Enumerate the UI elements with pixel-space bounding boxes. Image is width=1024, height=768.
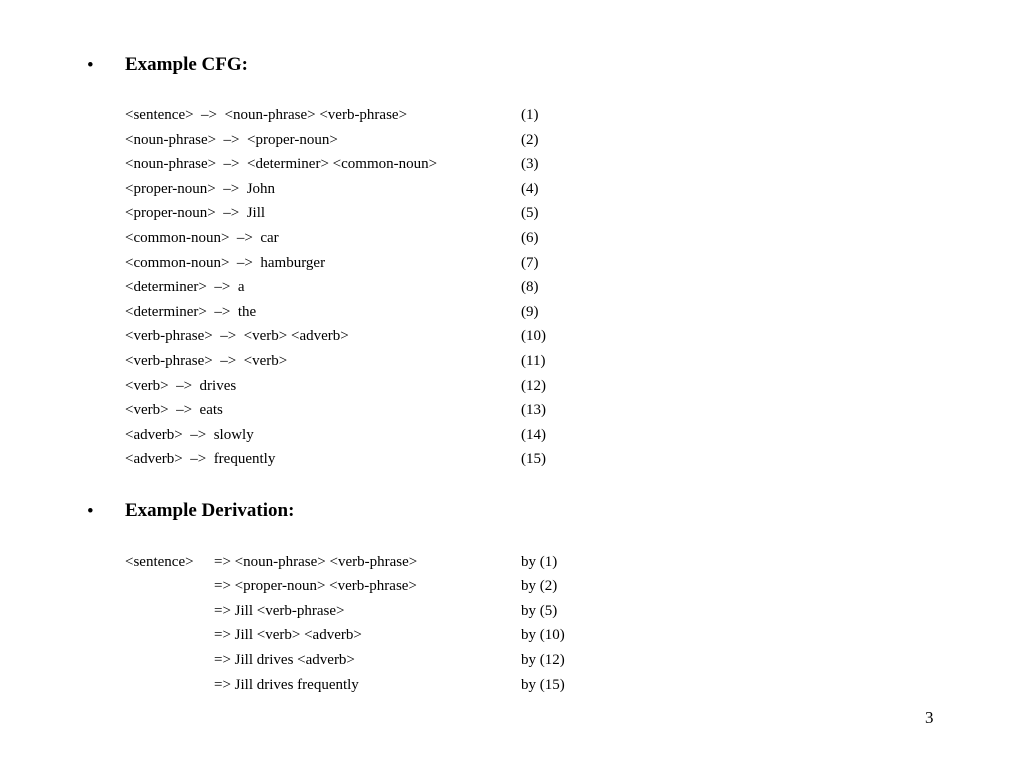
cfg-rule-row: [0, 326, 1024, 346]
cfg-rule-number: (3): [521, 156, 539, 172]
bullet-derivation: •: [87, 501, 94, 522]
cfg-rule-text: <adverb> –> frequently: [125, 451, 276, 467]
cfg-rule-row: [0, 154, 1024, 174]
derivation-step: => <noun-phrase> <verb-phrase>: [214, 554, 418, 570]
cfg-rule-text: <proper-noun> –> Jill: [125, 205, 266, 221]
cfg-rule-number: (8): [521, 279, 539, 295]
cfg-rule-text: <noun-phrase> –> <determiner> <common-noun>: [125, 156, 438, 172]
cfg-rule-text: <verb-phrase> –> <verb>: [125, 353, 288, 369]
cfg-rule-row: [0, 228, 1024, 248]
cfg-rule-row: [0, 203, 1024, 223]
cfg-rule-row: [0, 253, 1024, 273]
derivation-row: [0, 552, 1024, 572]
cfg-rule-text: <common-noun> –> hamburger: [125, 255, 326, 271]
cfg-rule-row: [0, 277, 1024, 297]
cfg-rule-number: (12): [521, 378, 546, 394]
derivation-start-symbol: <sentence>: [125, 554, 194, 570]
heading-example-cfg: Example CFG:: [125, 54, 248, 75]
cfg-rule-number: (14): [521, 427, 546, 443]
cfg-rule-text: <noun-phrase> –> <proper-noun>: [125, 132, 338, 148]
derivation-justification: by (1): [521, 554, 558, 570]
heading-example-derivation: Example Derivation:: [125, 500, 295, 521]
cfg-rule-row: [0, 425, 1024, 445]
derivation-justification: by (2): [521, 578, 558, 594]
cfg-rule-number: (11): [521, 353, 546, 369]
cfg-rule-text: <verb-phrase> –> <verb> <adverb>: [125, 328, 349, 344]
derivation-justification: by (5): [521, 603, 558, 619]
cfg-rule-row: [0, 105, 1024, 125]
derivation-row: [0, 576, 1024, 596]
derivation-justification: by (15): [521, 677, 565, 693]
derivation-step: => Jill <verb-phrase>: [214, 603, 345, 619]
cfg-rule-number: (9): [521, 304, 539, 320]
cfg-rule-number: (13): [521, 402, 546, 418]
cfg-rule-number: (15): [521, 451, 546, 467]
cfg-rule-text: <proper-noun> –> John: [125, 181, 276, 197]
derivation-step: => Jill drives frequently: [214, 677, 359, 693]
cfg-rule-row: [0, 302, 1024, 322]
cfg-rule-text: <determiner> –> a: [125, 279, 245, 295]
derivation-row: [0, 675, 1024, 695]
bullet-cfg: •: [87, 55, 94, 76]
cfg-rule-text: <common-noun> –> car: [125, 230, 279, 246]
cfg-rule-number: (7): [521, 255, 539, 271]
cfg-rule-text: <verb> –> eats: [125, 402, 223, 418]
cfg-rule-number: (4): [521, 181, 539, 197]
cfg-rule-text: <determiner> –> the: [125, 304, 257, 320]
derivation-row: [0, 601, 1024, 621]
derivation-justification: by (10): [521, 627, 565, 643]
derivation-row: [0, 650, 1024, 670]
derivation-step: => Jill drives <adverb>: [214, 652, 355, 668]
cfg-rule-number: (10): [521, 328, 546, 344]
derivation-step: => <proper-noun> <verb-phrase>: [214, 578, 417, 594]
cfg-rule-row: [0, 400, 1024, 420]
derivation-justification: by (12): [521, 652, 565, 668]
page-number: 3: [925, 708, 934, 727]
cfg-rule-row: [0, 130, 1024, 150]
cfg-rule-row: [0, 351, 1024, 371]
cfg-rule-text: <adverb> –> slowly: [125, 427, 254, 443]
cfg-rule-number: (2): [521, 132, 539, 148]
cfg-rule-text: <sentence> –> <noun-phrase> <verb-phrase>: [125, 107, 408, 123]
cfg-rule-text: <verb> –> drives: [125, 378, 237, 394]
cfg-rule-row: [0, 449, 1024, 469]
derivation-row: [0, 625, 1024, 645]
cfg-rule-row: [0, 179, 1024, 199]
cfg-rule-number: (1): [521, 107, 539, 123]
cfg-rule-number: (6): [521, 230, 539, 246]
cfg-rule-row: [0, 376, 1024, 396]
cfg-rule-number: (5): [521, 205, 539, 221]
derivation-step: => Jill <verb> <adverb>: [214, 627, 362, 643]
